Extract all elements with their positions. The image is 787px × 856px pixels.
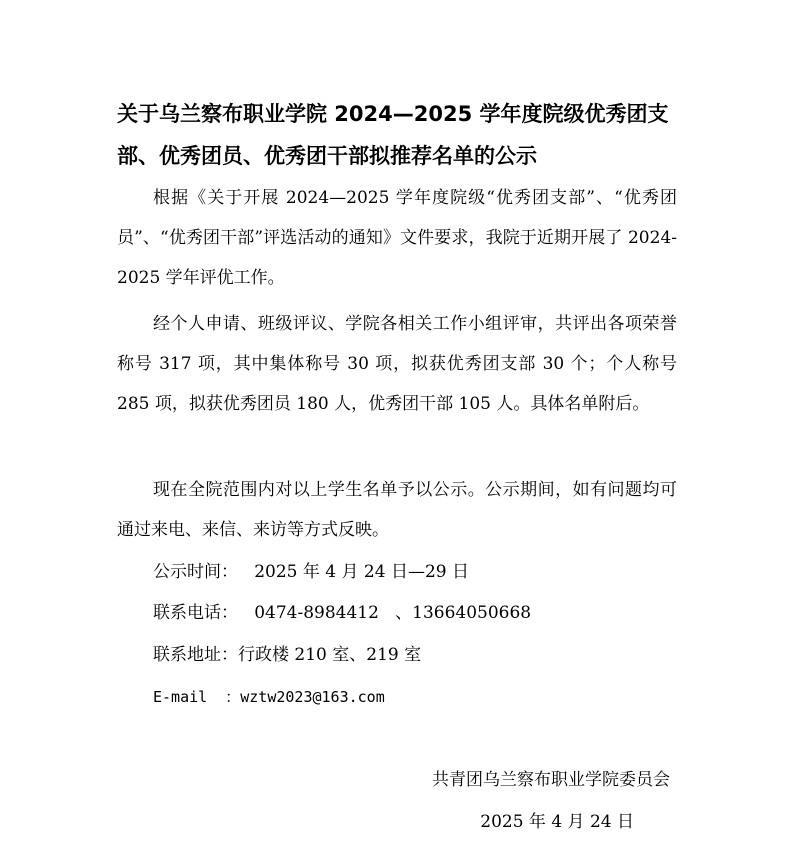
paragraph-background-text: 根据《关于开展 2024—2025 学年度院级“优秀团支部”、“优秀团员”、“优秀团干部”评选活动的通知》文件要求，我院于近期开展了 2024-2025 学年评优工作。 <box>117 188 677 288</box>
paragraph-results <box>117 304 677 424</box>
paragraph-background <box>117 178 677 298</box>
contact-phone-label: 联系电话： <box>153 603 238 623</box>
paragraph-results-text: 经个人申请、班级评议、学院各相关工作小组评审，共评出各项荣誉称号 317 项，其中集体称号 30 项，拟获优秀团支部 30 个；个人称号 285 项，拟获优秀团员 180 人，优秀团干部 105 人。具体名单附后。 <box>117 314 677 414</box>
paragraph-feedback <box>117 470 677 550</box>
contact-phone-row <box>153 601 531 625</box>
paragraph-feedback-text: 现在全院范围内对以上学生名单予以公示。公示期间，如有问题均可通过来电、来信、来访等方式反映。 <box>117 480 677 540</box>
contact-email-label: E-mail ： <box>153 688 241 706</box>
document-title-line-2: 部、优秀团员、优秀团干部拟推荐名单的公示 <box>117 144 537 168</box>
contact-time-row <box>153 560 469 584</box>
contact-address-label: 联系地址： <box>153 645 238 665</box>
contact-address-value: 行政楼 210 室、219 室 <box>238 645 422 665</box>
contact-email-value: wztw2023@163.com <box>240 688 385 706</box>
document-title-line-1: 关于乌兰察布职业学院 2024—2025 学年度院级优秀团支 <box>117 102 669 126</box>
contact-time-value: 2025 年 4 月 24 日—29 日 <box>254 562 469 582</box>
contact-time-label: 公示时间： <box>153 562 238 582</box>
issuer-signature: 共青团乌兰察布职业学院委员会 <box>432 770 670 790</box>
contact-phone-value: 0474-8984412 、13664050668 <box>254 603 532 623</box>
contact-address-row <box>153 643 421 667</box>
issue-date: 2025 年 4 月 24 日 <box>480 812 634 832</box>
contact-email-row <box>153 685 385 709</box>
